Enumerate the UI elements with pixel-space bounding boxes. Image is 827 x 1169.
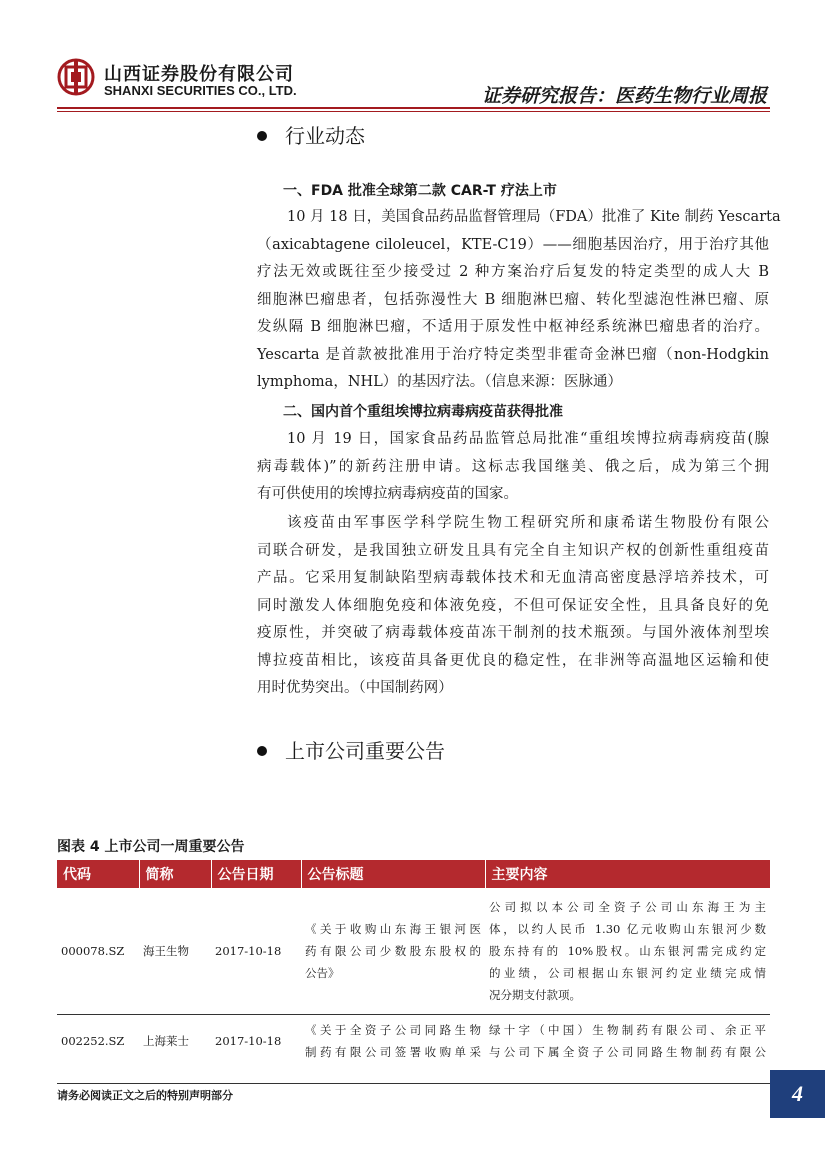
text-line: 公告》 (305, 965, 340, 980)
text-line: 同时激发人体细胞免疫和体液免疫，不但可保证安全性，且具备良好的免 (257, 597, 769, 614)
news-body-ebola-vaccine-p1 (257, 426, 769, 509)
cell-name: 海王生物 (139, 888, 211, 1014)
text-line: 有可供使用的埃博拉病毒病疫苗的国家。 (257, 486, 518, 502)
text-line: 绿十字（中国）生物制药有限公司、余正平 (489, 1023, 766, 1038)
column-header-name: 简称 (139, 860, 211, 888)
column-header-date: 公告日期 (211, 860, 301, 888)
column-header-content: 主要内容 (485, 860, 770, 888)
cell-code: 002252.SZ (61, 1034, 125, 1049)
header-divider-thin (57, 111, 770, 112)
text-line: 发纵隔 B 细胞淋巴瘤，不适用于原发性中枢神经系统淋巴瘤患者的治疗。 (257, 319, 769, 335)
announcements-table (57, 860, 770, 1068)
table-header-row (57, 860, 770, 888)
cell-title (301, 1014, 485, 1068)
bullet-icon (257, 131, 267, 141)
text-line: 《关于全资子公司同路生物 (305, 1023, 481, 1038)
company-logo-icon (57, 58, 95, 96)
text-line: lymphoma，NHL）的基因疗法。（信息来源：医脉通） (257, 374, 623, 390)
news-heading-ebola-vaccine: 二、国内首个重组埃博拉病毒病疫苗获得批准 (283, 404, 563, 420)
header-divider (57, 107, 770, 109)
cell-content (485, 1014, 770, 1068)
section-title-industry-news: 行业动态 (257, 120, 365, 149)
bullet-icon (257, 746, 267, 756)
text-line: 疗法无效或既往至少接受过 2 种方案治疗后复发的特定类型的成人大 B (257, 264, 769, 280)
disclaimer-note: 请务必阅读正文之后的特别声明部分 (57, 1089, 233, 1102)
text-line: 制药有限公司签署收购单采 (305, 1045, 481, 1060)
text-line: 产品。它采用复制缺陷型病毒载体技术和无血清高密度悬浮培养技术，可 (257, 570, 769, 586)
text-line: 与公司下属全资子公司同路生物制药有限公 (489, 1045, 766, 1060)
company-name-en: SHANXI SECURITIES CO., LTD. (104, 83, 297, 98)
text-line: 体，以约人民币 1.30 亿元收购山东银河少数 (489, 921, 766, 936)
text-line: （axicabtagene ciloleucel，KTE-C19）——细胞基因治疗，用于治疗其他 (257, 236, 769, 253)
cell-date: 2017-10-18 (215, 1034, 282, 1049)
cell-code: 000078.SZ (57, 888, 139, 1014)
text-line: 况分期支付款项。 (489, 987, 581, 1002)
news-heading-fda-cart: 一、FDA 批准全球第二款 CAR-T 疗法上市 (283, 183, 557, 199)
cell-content (485, 888, 770, 1014)
table-caption: 图表 4 上市公司一周重要公告 (57, 839, 245, 855)
page-number: 4 (770, 1070, 825, 1118)
cell-date: 2017-10-18 (211, 888, 301, 1014)
text-line: 公司拟以本公司全资子公司山东海王为主 (489, 899, 766, 914)
text-line: 该疫苗由军事医学科学院生物工程研究所和康希诺生物股份有限公 (287, 515, 769, 531)
column-header-code: 代码 (57, 860, 139, 888)
text-line: 司联合研发，是我国独立研发且具有完全自主知识产权的创新性重组疫苗 (257, 542, 769, 559)
table-row (57, 1014, 770, 1068)
text-line: 10 月 19 日，国家食品药品监管总局批准“重组埃博拉病毒病疫苗(腺 (287, 431, 769, 447)
text-line: 10 月 18 日，美国食品药品监督管理局（FDA）批准了 Kite 制药 Yescarta (287, 209, 781, 225)
column-header-title: 公告标题 (301, 860, 485, 888)
section-title-company-announcements: 上市公司重要公告 (257, 735, 445, 764)
text-line: 病毒载体)”的新药注册申请。这标志我国继美、俄之后，成为第三个拥 (257, 458, 769, 475)
report-title: 证券研究报告：医药生物行业周报 (481, 85, 767, 107)
text-line: 用时优势突出。（中国制药网） (257, 680, 453, 696)
table-row (57, 888, 770, 1014)
news-body-fda-cart (257, 204, 781, 397)
news-body-ebola-vaccine-p2 (257, 510, 769, 703)
cell-title (301, 888, 485, 1014)
cell-name: 上海莱士 (143, 1034, 189, 1049)
text-line: Yescarta 是首款被批准用于治疗特定类型非霍奇金淋巴瘤（non-Hodgkin (257, 346, 769, 363)
text-line: 药有限公司少数股东股权的 (305, 943, 481, 958)
text-line: 《关于收购山东海王银河医 (305, 921, 481, 936)
text-line: 博拉疫苗相比，该疫苗具备更优良的稳定性，在非洲等高温地区运输和使 (257, 652, 769, 669)
footer-divider (57, 1083, 770, 1084)
text-line: 股东持有的 10%股权。山东银河需完成约定 (489, 943, 766, 958)
text-line: 细胞淋巴瘤患者，包括弥漫性大 B 细胞淋巴瘤、转化型滤泡性淋巴瘤、原 (257, 291, 769, 308)
text-line: 的业绩，公司根据山东银河约定业绩完成情 (489, 965, 766, 980)
text-line: 疫原性，并突破了病毒载体疫苗冻干制剂的技术瓶颈。与国外液体剂型埃 (257, 625, 769, 641)
company-name-cn: 山西证券股份有限公司 (104, 64, 294, 85)
